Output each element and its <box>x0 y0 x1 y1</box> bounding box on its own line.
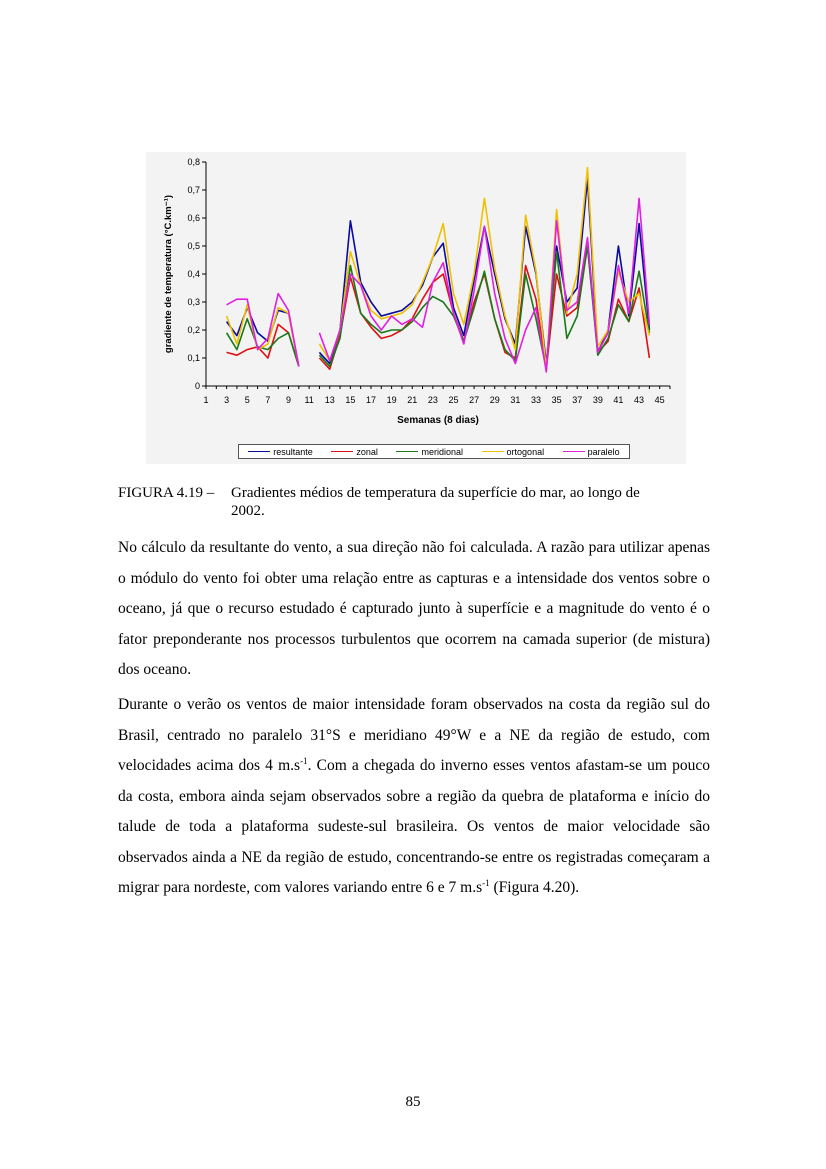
x-tick-label: 23 <box>427 395 438 405</box>
x-tick-label: 25 <box>448 395 459 405</box>
para2-text-1: Durante o verão os ventos de maior intensidade foram observados na costa da região sul do Brasil, centrado no paralelo 31°S e meridiano 49°W e a NE da região de estudo, com velocidades acima dos 4 m.s <box>118 696 710 774</box>
legend-swatch <box>248 451 270 452</box>
y-tick-label: 0,6 <box>187 213 200 223</box>
y-tick-label: 0,2 <box>187 325 200 335</box>
x-tick-label: 43 <box>634 395 645 405</box>
x-tick-label: 21 <box>407 395 418 405</box>
legend-label: zonal <box>356 446 378 457</box>
x-tick-label: 41 <box>613 395 624 405</box>
caption-text-line2: 2002. <box>231 503 265 519</box>
para2-superscript-1: -1 <box>300 755 308 766</box>
x-tick-label: 7 <box>265 395 271 405</box>
x-tick-label: 45 <box>654 395 665 405</box>
legend-item-zonal <box>331 447 378 457</box>
x-tick-label: 17 <box>365 395 376 405</box>
body-paragraph-2 <box>118 690 710 904</box>
figure-caption <box>118 484 718 520</box>
x-axis-label: Semanas (8 dias) <box>397 415 479 426</box>
x-tick-label: 33 <box>530 395 541 405</box>
x-tick-label: 13 <box>324 395 335 405</box>
x-tick-label: 31 <box>510 395 521 405</box>
y-tick-label: 0 <box>194 381 200 391</box>
x-tick-label: 9 <box>285 395 291 405</box>
y-tick-label: 0,1 <box>187 353 200 363</box>
series-line-paralelo <box>227 198 650 372</box>
legend-swatch <box>331 451 353 452</box>
y-tick-label: 0,3 <box>187 297 200 307</box>
y-tick-label: 0,4 <box>187 269 200 279</box>
body-paragraph-1: No cálculo da resultante do vento, a sua direção não foi calculada. A razão para utilizar apenas o módulo do vento foi obter uma relação entre as capturas e a intensidade dos ventos sobre o oceano, já que o recurso estudado é capturado junto à superfície e a magnitude do vento é o fator preponderante nos processos turbulentos que ocorrem na camada superior (de mistura) dos oceano. <box>118 539 710 678</box>
x-tick-label: 19 <box>386 395 397 405</box>
legend-swatch <box>563 451 585 452</box>
x-tick-label: 35 <box>551 395 562 405</box>
para2-text-3: (Figura 4.20). <box>489 879 580 896</box>
x-tick-label: 5 <box>244 395 250 405</box>
x-tick-label: 39 <box>592 395 603 405</box>
page-number: 85 <box>405 1094 421 1110</box>
caption-label: FIGURA 4.19 – <box>118 485 215 501</box>
x-tick-label: 37 <box>572 395 583 405</box>
legend-swatch <box>482 451 504 452</box>
chart-legend <box>238 444 630 459</box>
x-tick-label: 1 <box>203 395 209 405</box>
caption-text-line1: Gradientes médios de temperatura da superfície do mar, ao longo de <box>231 485 640 501</box>
figure-chart <box>146 152 686 464</box>
legend-label: resultante <box>273 446 313 457</box>
x-tick-label: 11 <box>304 395 314 405</box>
series-line-meridional <box>227 246 650 369</box>
x-tick-label: 29 <box>489 395 500 405</box>
legend-item-resultante <box>248 447 313 457</box>
x-tick-label: 3 <box>224 395 230 405</box>
series-line-zonal <box>227 246 650 369</box>
y-axis-label: gradiente de temperatura (°C.km⁻¹) <box>163 194 174 354</box>
legend-swatch <box>396 451 418 452</box>
y-tick-label: 0,8 <box>187 157 200 167</box>
legend-item-ortogonal <box>482 447 545 457</box>
legend-label: ortogonal <box>506 446 545 457</box>
legend-label: meridional <box>421 446 463 457</box>
para2-superscript-2: -1 <box>482 877 490 888</box>
x-tick-label: 27 <box>469 395 480 405</box>
legend-item-paralelo <box>563 447 620 457</box>
x-tick-label: 15 <box>345 395 356 405</box>
chart-svg <box>146 152 686 464</box>
y-tick-label: 0,5 <box>187 241 200 251</box>
para2-text-2: . Com a chegada do inverno esses ventos afastam-se um pouco da costa, embora ainda sejam observados sobre a região da quebra de plataforma e início do talude de toda a plataforma sudeste-sul brasileira. Os ventos de maior velocidade são observados ainda a NE da região de estudo, concentrando-se entre os registradas começaram a migrar para nordeste, com valores variando entre 6 e 7 m.s <box>118 757 710 896</box>
legend-item-meridional <box>396 447 463 457</box>
y-tick-label: 0,7 <box>187 185 200 195</box>
legend-label: paralelo <box>587 446 620 457</box>
